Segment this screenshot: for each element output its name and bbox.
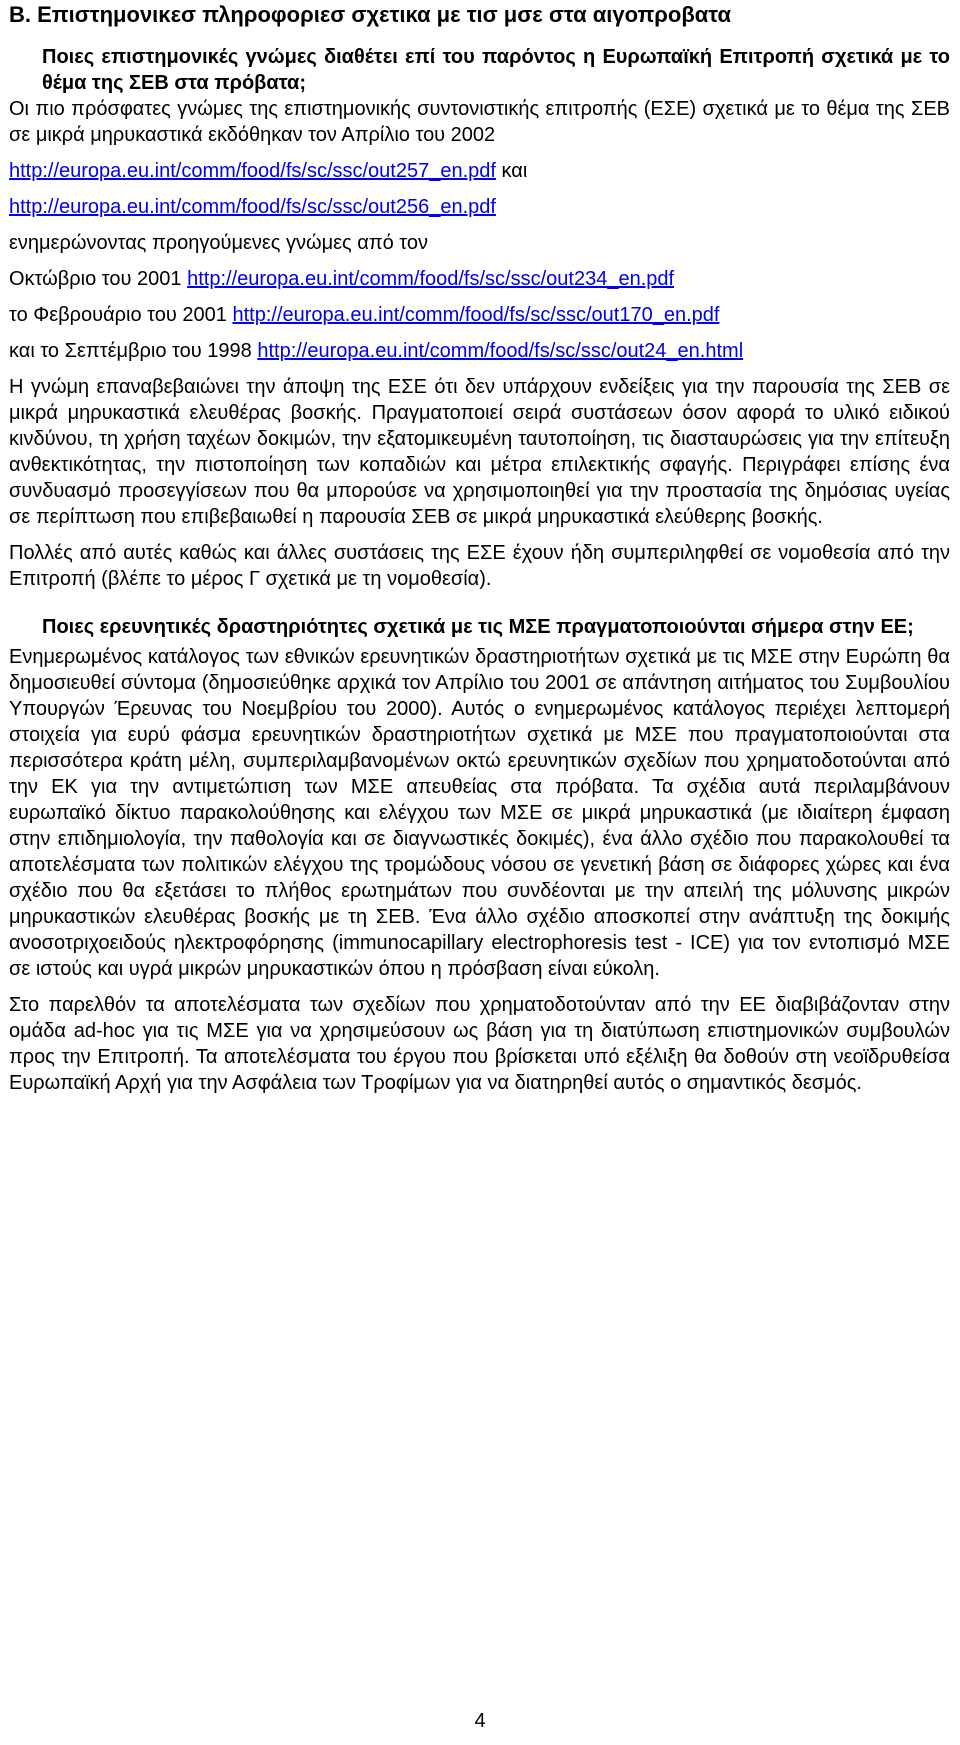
link-out256[interactable]: http://europa.eu.int/comm/food/fs/sc/ssc/out256_en.pdf: [9, 196, 496, 218]
september-text: και το Σεπτέμβριο του 1998: [9, 340, 252, 362]
and-word: και: [501, 160, 528, 182]
question-heading-opinions: Ποιες επιστημονικές γνώμες διαθέτει επί του παρόντος η Ευρωπαϊκή Επιτροπή σχετικά με το θέμα της ΣΕΒ στα πρόβατα;: [42, 46, 950, 94]
link-line-out170: [9, 302, 950, 328]
recommendations-paragraph: Πολλές από αυτές καθώς και άλλες συστάσεις της ΕΣΕ έχουν ήδη συμπεριληφθεί σε νομοθεσία από την Επιτροπή (βλέπε το μέρος Γ σχετικά με τη νομοθεσία).: [9, 542, 950, 590]
link-line-out257: [9, 158, 950, 184]
research-results-paragraph: Στο παρελθόν τα αποτελέσματα των σχεδίων που χρηματοδοτούνταν από την ΕΕ διαβιβάζονταν στην ομάδα ad-hoc για τις ΜΣΕ για να χρησιμεύσουν ως βάση για τη διατύπωση επιστημονικών συμβουλών προς την Επιτροπή. Τα αποτελέσματα του έργου που βρίσκεται υπό εξέλιξη θα δοθούν στη νεοϊδρυθείσα Ευρωπαϊκή Αρχή για την Ασφάλεια των Τροφίμων για να διατηρηθεί αυτός ο σημαντικός δεσμός.: [9, 994, 950, 1094]
february-text: το Φεβρουάριο του 2001: [9, 304, 227, 326]
october-text: Οκτώβριο του 2001: [9, 268, 182, 290]
link-out257[interactable]: http://europa.eu.int/comm/food/fs/sc/ssc/out257_en.pdf: [9, 160, 496, 182]
link-line-out234: [9, 266, 950, 292]
research-list-paragraph: Ενημερωμένος κατάλογος των εθνικών ερευνητικών δραστηριοτήτων σχετικά με τις ΜΣΕ στην Ευρώπη θα δημοσιευθεί σύντομα (δημοσιεύθηκε αρχικά τον Απρίλιο του 2001 σε απάντηση αιτήματος του Συμβουλίου Υπουργών Έρευνας του Νοεμβρίου του 2000). Αυτός ο ενημερωμένος κατάλογος περιέχει λεπτομερή στοιχεία για ευρύ φάσμα ερευνητικών δραστηριοτήτων σχετικά με ΜΣΕ που πραγματοποιούνται στα περισσότερα κράτη μέλη, συμπεριλαμβανομένων οκτώ ερευνητικών σχεδίων που χρηματοδοτούνται από την ΕΚ για την αντιμετώπιση των ΜΣΕ απευθείας στα πρόβατα. Τα σχέδια αυτά περιλαμβάνουν ευρωπαϊκό δίκτυο παρακολούθησης και ελέγχου των ΜΣΕ σε μικρά μηρυκαστικά (με ιδιαίτερη έμφαση στην επιδημιολογία, την παθολογία και σε διαγνωστικές δοκιμές), ένα άλλο σχέδιο που παρακολουθεί τα αποτελέσματα των πολιτικών ελέγχου της τρομώδους νόσου σε γενετική βάση σε διάφορες χώρες και ένα σχέδιο που θα εξετάσει το πλήθος ερωτημάτων που συνδέονται με την απειλή της μόλυνσης μικρών μηρυκαστικών ελευθέρας βοσκής με τη ΣΕΒ. Ένα άλλο σχέδιο αποσκοπεί στην ανάπτυξη της δοκιμής ανοσοτριχοειδούς ηλεκτροφόρησης (immunocapillary electrophoresis test - ICE) για τον εντοπισμό ΜΣΕ σε ιστούς και υγρά μικρών μηρυκαστικών όπου η πρόσβαση είναι εύκολη.: [9, 646, 950, 980]
question-heading-research: Ποιες ερευνητικές δραστηριότητες σχετικά με τις ΜΣΕ πραγματοποιούνται σήμερα στην ΕΕ;: [42, 616, 914, 638]
opinions-intro-paragraph: Οι πιο πρόσφατες γνώμες της επιστημονικής συντονιστικής επιτροπής (ΕΣΕ) σχετικά με το θέμα της ΣΕΒ σε μικρά μηρυκαστικά εκδόθηκαν τον Απρίλιο του 2002: [9, 98, 950, 146]
link-out234[interactable]: http://europa.eu.int/comm/food/fs/sc/ssc/out234_en.pdf: [187, 268, 675, 290]
link-out24[interactable]: http://europa.eu.int/comm/food/fs/sc/ssc/out24_en.html: [257, 340, 744, 362]
link-line-out24: [9, 338, 950, 364]
updating-text: ενημερώνοντας προηγούμενες γνώμες από τον: [9, 232, 429, 254]
link-line-out256: [9, 194, 950, 220]
link-out170[interactable]: http://europa.eu.int/comm/food/fs/sc/ssc/out170_en.pdf: [232, 304, 720, 326]
section-title: B. Επιστημονικεσ πληροφοριεσ σχετικα με τισ μσε στα αιγοπροβατα: [9, 2, 732, 27]
page-number: 4: [474, 1710, 486, 1732]
opinion-summary-paragraph: Η γνώμη επαναβεβαιώνει την άποψη της ΕΣΕ ότι δεν υπάρχουν ενδείξεις για την παρουσία της ΣΕΒ σε μικρά μηρυκαστικά ελευθέρας βοσκής. Πραγματοποιεί σειρά συστάσεων όσον αφορά το υλικό ειδικού κινδύνου, τη χρήση ταχέων δοκιμών, την εξατομικευμένη ταυτοποίηση, τις διασταυρώσεις για την επίτευξη ανθεκτικότητας, την πιστοποίηση των κοπαδιών και μέτρα επιλεκτικής σφαγής. Περιγράφει επίσης ένα συνδυασμό προσεγγίσεων που θα μπορούσε να χρησιμοποιηθεί για την προστασία της δημόσιας υγείας σε περίπτωση που επιβεβαιωθεί η παρουσία ΣΕΒ σε μικρά μηρυκαστικά ελεύθερης βοσκής.: [9, 376, 950, 528]
